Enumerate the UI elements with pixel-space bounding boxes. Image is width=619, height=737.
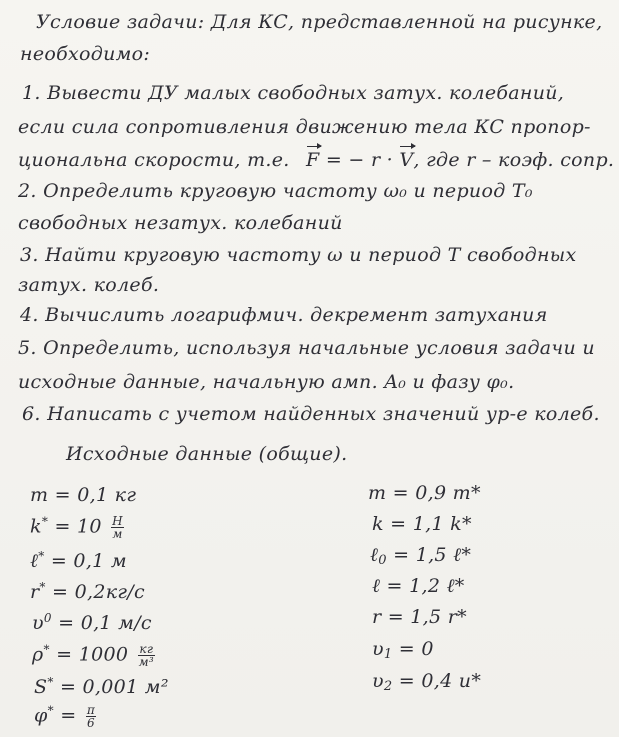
task-2-line-2: свободных незатух. колебаний — [18, 212, 343, 234]
velocity-vector: V — [399, 149, 414, 171]
task-1-line-3 — [18, 151, 614, 170]
right-data-v2: $\upsilon_2 = 0,4$ u* — [372, 670, 482, 694]
k-unit-fraction: $\frac{Н}{м}$ — [112, 514, 123, 541]
task-1-line-1: 1. Вывести ДУ малых свободных затух. колебаний, — [22, 82, 565, 104]
header-line-1: Условие задачи: Для КС, представленной на рисунке, — [36, 11, 603, 33]
left-data-rho: ρ* = 1000 $\frac{кг}{\text{м³}}$ — [32, 642, 154, 669]
header-line-2: необходимо: — [20, 43, 151, 65]
rho-unit-fraction: $\frac{кг}{\text{м³}}$ — [138, 642, 154, 669]
task-2-line-1: 2. Определить круговую частоту ω₀ и период T₀ — [18, 180, 533, 202]
right-data-v1: $\upsilon_1 = 0$ — [372, 638, 434, 662]
right-data-m: m = 0,9 m* — [368, 482, 481, 504]
right-data-k: k = 1,1 k* — [372, 513, 472, 535]
left-data-r: r* = 0,2кг/с — [30, 580, 145, 603]
right-data-l0: ℓ$_0$ = 1,5 ℓ* — [370, 544, 472, 568]
right-data-l: ℓ = 1,2 ℓ* — [372, 575, 465, 597]
left-data-v0: $\upsilon^0 = 0,1$ м/с — [32, 611, 152, 634]
task-1-line-3-text: циональна скорости, т.е. — [18, 149, 290, 171]
formula-middle: = − r · — [319, 149, 400, 171]
source-data-title: Исходные данные (общие). — [66, 443, 348, 465]
left-data-k: k* = 10 $\frac{Н}{м}$ — [30, 514, 123, 541]
left-data-l: ℓ* = 0,1 м — [30, 549, 127, 572]
task-6: 6. Написать с учетом найденных значений ур-е колеб. — [22, 403, 600, 425]
phi-fraction: $\frac{\pi}{6}$ — [86, 703, 96, 730]
task-4: 4. Вычислить логарифмич. декремент затухания — [20, 304, 548, 326]
formula-tail: , где r – коэф. сопр. — [413, 149, 615, 171]
task-5-line-1: 5. Определить, используя начальные условия задачи и — [18, 337, 595, 359]
task-1-line-2: если сила сопротивления движению тела КС пропор- — [18, 116, 591, 138]
force-vector: F — [306, 149, 320, 171]
right-data-r: r = 1,5 r* — [372, 606, 467, 628]
task-3-line-1: 3. Найти круговую частоту ω и период T свободных — [20, 244, 577, 266]
task-3-line-2: затух. колеб. — [18, 274, 160, 296]
left-data-phi: φ* = $\frac{\pi}{6}$ — [34, 703, 96, 730]
left-data-m: m = 0,1 кг — [30, 484, 137, 506]
left-data-s: S* = 0,001 м² — [34, 675, 169, 698]
resistance-formula — [306, 149, 614, 171]
task-5-line-2: исходные данные, начальную амп. A₀ и фазу φ₀. — [18, 371, 515, 393]
